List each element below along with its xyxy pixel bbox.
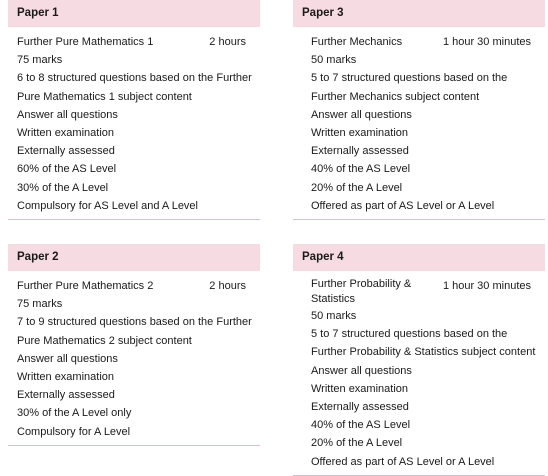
paper-title: Further Pure Mathematics 2 bbox=[17, 280, 154, 292]
as-weight-text: 40% of the AS Level bbox=[311, 419, 411, 432]
paper-details bbox=[8, 271, 260, 446]
marks-text: 75 marks bbox=[17, 54, 63, 67]
paper-duration: 2 hours bbox=[209, 36, 246, 48]
exam-type-text: Written examination bbox=[17, 371, 115, 384]
answer-text: Answer all questions bbox=[311, 108, 412, 121]
paper-header: Paper 1 bbox=[8, 0, 260, 27]
as-weight-text: 40% of the AS Level bbox=[311, 163, 411, 176]
marks-text: 50 marks bbox=[311, 310, 357, 322]
a-weight-text: 30% of the A Level bbox=[17, 181, 109, 194]
paper-duration: 1 hour 30 minutes bbox=[442, 280, 531, 292]
paper-1-card bbox=[8, 0, 260, 220]
a-weight-text: 20% of the A Level bbox=[311, 437, 403, 450]
a-weight-text: 30% of the A Level only bbox=[17, 407, 132, 420]
exam-type-text: Written examination bbox=[17, 127, 115, 140]
assessment-text: Externally assessed bbox=[311, 401, 409, 414]
requirement-text: Offered as part of AS Level or A Level bbox=[311, 455, 495, 468]
assessment-text: Externally assessed bbox=[311, 145, 409, 158]
paper-header: Paper 3 bbox=[293, 0, 545, 27]
a-weight-text: 20% of the A Level bbox=[311, 181, 403, 194]
answer-text: Answer all questions bbox=[311, 364, 412, 377]
questions-text: 5 to 7 structured questions based on the Further Probability & Statistics subject content bbox=[311, 328, 536, 359]
answer-text: Answer all questions bbox=[17, 352, 118, 365]
paper-header: Paper 4 bbox=[293, 244, 545, 271]
paper-title: Further Pure Mathematics 1 bbox=[17, 36, 154, 48]
answer-text: Answer all questions bbox=[17, 108, 118, 121]
paper-details bbox=[293, 27, 545, 220]
paper-title: Further Mechanics bbox=[311, 36, 403, 48]
as-weight-text: 60% of the AS Level bbox=[17, 163, 117, 176]
marks-text: 75 marks bbox=[17, 298, 63, 311]
requirement-text: Offered as part of AS Level or A Level bbox=[311, 199, 495, 212]
paper-header: Paper 2 bbox=[8, 244, 260, 271]
paper-title-row bbox=[311, 277, 545, 307]
requirement-text: Compulsory for A Level bbox=[17, 425, 131, 438]
paper-2-card bbox=[8, 244, 260, 446]
exam-type-text: Written examination bbox=[311, 382, 409, 395]
marks-text: 50 marks bbox=[311, 54, 357, 67]
paper-title-row bbox=[17, 277, 260, 295]
questions-text: 7 to 9 structured questions based on the Further Pure Mathematics 2 subject content bbox=[17, 316, 252, 347]
requirement-text: Compulsory for AS Level and A Level bbox=[17, 199, 198, 212]
questions-text: 5 to 7 structured questions based on the Further Mechanics subject content bbox=[311, 72, 508, 103]
paper-title-row bbox=[17, 33, 260, 51]
paper-details bbox=[8, 27, 260, 220]
assessment-text: Externally assessed bbox=[17, 389, 115, 402]
paper-details bbox=[293, 271, 545, 476]
exam-type-text: Written examination bbox=[311, 127, 409, 140]
paper-3-card bbox=[293, 0, 545, 220]
questions-text: 6 to 8 structured questions based on the Further Pure Mathematics 1 subject content bbox=[17, 72, 252, 103]
paper-duration: 2 hours bbox=[209, 280, 246, 292]
paper-title-row bbox=[311, 33, 545, 51]
paper-duration: 1 hour 30 minutes bbox=[442, 36, 531, 48]
paper-title: Further Probability & Statistics bbox=[311, 278, 412, 305]
assessment-text: Externally assessed bbox=[17, 145, 115, 158]
paper-4-card bbox=[293, 244, 545, 476]
